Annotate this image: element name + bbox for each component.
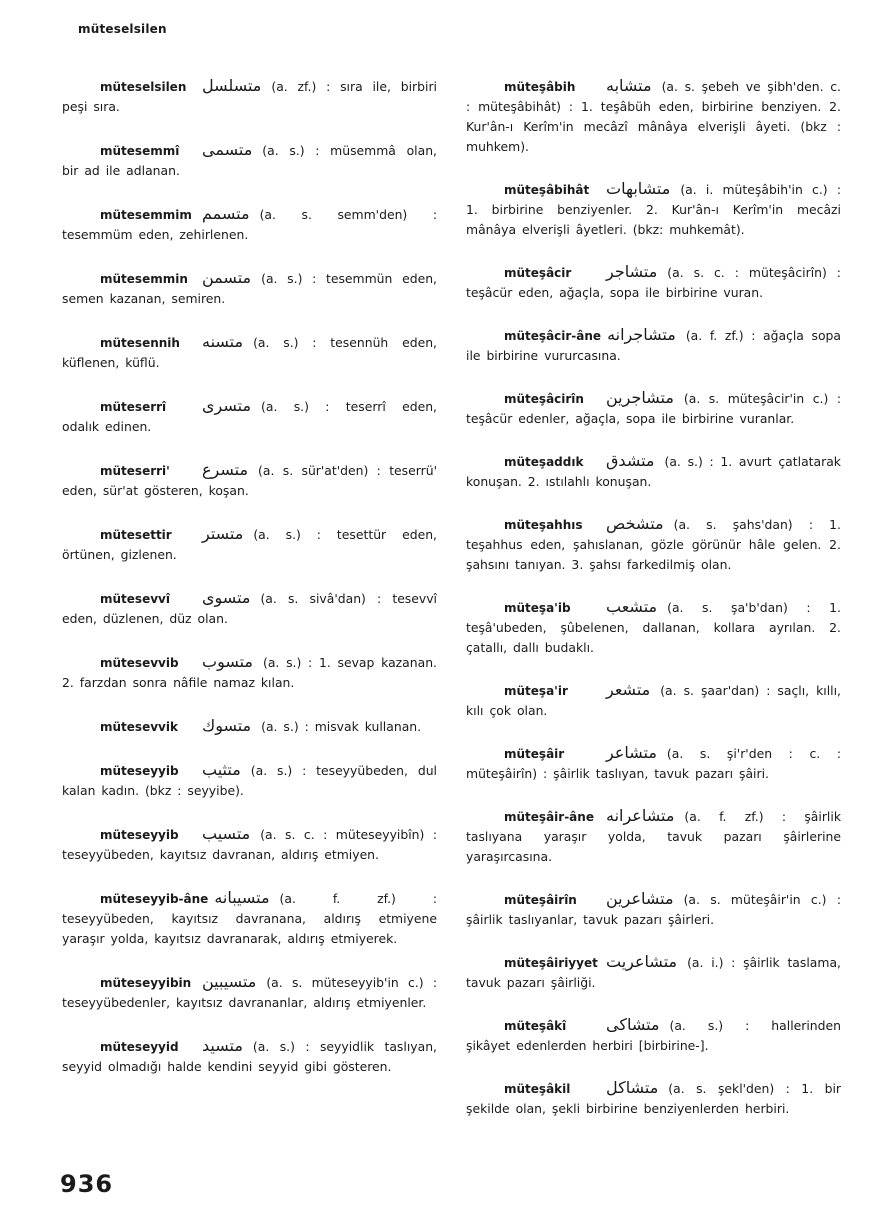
definition: (a. s. müteseyyib'in c.) : teseyyübedenler, kayıtsız davrananlar, aldırış etmiyenler. (62, 975, 437, 1010)
dictionary-entry (466, 597, 841, 658)
dictionary-entry (466, 451, 841, 492)
definition: (a. s.) : 1. sevap kazanan. 2. farzdan sonra nâfile namaz kılan. (62, 655, 437, 690)
arabic-spelling: متشاجرانه (607, 325, 676, 344)
dictionary-entry (62, 204, 437, 245)
headword: müteseyyid (100, 1040, 179, 1054)
dictionary-entry (62, 760, 437, 801)
definition: (a. s.) : tesemmün eden, semen kazanan, semiren. (62, 271, 437, 306)
dictionary-entry (466, 680, 841, 721)
headword: müteşâbih (504, 80, 576, 94)
definition: (a. s. şaar'dan) : saçlı, kıllı, kılı çok olan. (466, 683, 841, 718)
arabic-spelling: متشابه (606, 76, 652, 95)
dictionary-entry (466, 1078, 841, 1119)
arabic-spelling: متسنه (202, 332, 244, 351)
arabic-spelling: متسوك (202, 716, 252, 735)
dictionary-entry (466, 1015, 841, 1056)
headword: mütesennih (100, 336, 180, 350)
headword: müteşâcirîn (504, 392, 584, 406)
dictionary-entry (466, 806, 841, 867)
definition: (a. s.) : tesettür eden, örtünen, gizlenen. (62, 527, 437, 562)
dictionary-entry (62, 524, 437, 565)
arabic-spelling: متشابهات (606, 179, 671, 198)
headword: mütesettir (100, 528, 172, 542)
headword: müteselsilen (100, 80, 187, 94)
arabic-spelling: متشعر (606, 680, 651, 699)
arabic-spelling: متشاجرين (606, 388, 674, 407)
left-column (62, 76, 437, 1100)
arabic-spelling: متشاعرين (606, 889, 674, 908)
dictionary-entry (62, 716, 437, 737)
headword: müteşâcir (504, 266, 572, 280)
headword: müteserrî (100, 400, 167, 414)
definition: (a. s.) : seyyidlik taslıyan, seyyid olmadığı halde kendini seyyid gibi gösteren. (62, 1039, 437, 1074)
page-number: 936 (60, 1170, 114, 1198)
definition: (a. s.) : teserrî eden, odalık edinen. (62, 399, 437, 434)
right-column (466, 76, 841, 1141)
headword: müteseyyib (100, 828, 179, 842)
headword: müteşa'ir (504, 684, 568, 698)
headword: mütesemmî (100, 144, 180, 158)
definition: (a. s. şebeh ve şibh'den. c. : müteşâbihât) : 1. teşâbüh eden, birbirine benziyen. 2. Kur'ân-ı Kerîm'in mecâzî mânâya elverişli âyeti. (bkz : muhkem). (466, 79, 841, 154)
headword: müteşâcir-âne (504, 329, 602, 343)
dictionary-entry (62, 268, 437, 309)
headword: mütesevvî (100, 592, 170, 606)
arabic-spelling: متسرع (202, 460, 249, 479)
definition: (a. s. müteşâir'in c.) : şâirlik taslıyanlar, tavuk pazarı şâirleri. (466, 892, 841, 927)
arabic-spelling: متسيد (202, 1036, 243, 1055)
definition: (a. s. şi'r'den : c. : müteşâirîn) : şâirlik taslıyan, tavuk pazarı şâiri. (466, 746, 841, 781)
dictionary-entry (62, 1036, 437, 1077)
dictionary-entry (62, 888, 437, 949)
headword: mütesemmim (100, 208, 192, 222)
arabic-spelling: متسلسل (202, 76, 262, 95)
dictionary-entry (466, 76, 841, 157)
dictionary-entry (62, 588, 437, 629)
headword: mütesemmin (100, 272, 188, 286)
dictionary-entry (466, 325, 841, 366)
definition: (a. s.) : tesennüh eden, küflenen, küflü. (62, 335, 437, 370)
headword: müteşâir-âne (504, 810, 594, 824)
arabic-spelling: متسوى (202, 588, 251, 607)
arabic-spelling: متشعب (606, 597, 658, 616)
definition: (a. s. sür'at'den) : teserrü' eden, sür'at gösteren, koşan. (62, 463, 437, 498)
arabic-spelling: متسمم (202, 204, 250, 223)
arabic-spelling: متشاعرانه (606, 806, 675, 825)
definition: (a. f. zf.) : teseyyübeden, kayıtsız davranana, aldırış etmiyene yaraşır yolda, kayıtsız davranarak, aldırış etmiyerek. (62, 891, 437, 946)
headword: mütesevvik (100, 720, 178, 734)
headword: müteşâkil (504, 1082, 571, 1096)
definition: (a. f. zf.) : şâirlik taslıyana yaraşır yolda, tavuk pazarı şâirlerine yaraşırcasına. (466, 809, 841, 864)
definition: (a. i. müteşâbih'in c.) : 1. birbirine benziyenler. 2. Kur'ân-ı Kerîm'in mecâzi mânâya elverişli âyetleri. (bkz: muhkemât). (466, 182, 841, 237)
arabic-spelling: متسيبانه (214, 888, 270, 907)
arabic-spelling: متثيب (202, 760, 241, 779)
definition: (a. s.) : teseyyübeden, dul kalan kadın. (bkz : seyyibe). (62, 763, 437, 798)
arabic-spelling: متسمى (202, 140, 253, 159)
definition: (a. s. sivâ'dan) : tesevvî eden, düzlenen, düz olan. (62, 591, 437, 626)
definition: (a. s.) : 1. avurt çatlatarak konuşan. 2. ıstılahlı konuşan. (466, 454, 841, 489)
arabic-spelling: متشاكل (606, 1078, 659, 1097)
definition: (a. s. şahs'dan) : 1. teşahhus eden, şahıslanan, gözle görünür hâle gelen. 2. şahsını tanıyan. 3. şahsı farkedilmiş olan. (466, 517, 841, 572)
headword: mütesevvib (100, 656, 179, 670)
headword: müteserri' (100, 464, 170, 478)
definition: (a. s.) : müsemmâ olan, bir ad ile adlanan. (62, 143, 437, 178)
arabic-spelling: متسوب (202, 652, 253, 671)
definition: (a. i.) : şâirlik taslama, tavuk pazarı şâirliği. (466, 955, 841, 990)
dictionary-entry (62, 76, 437, 117)
arabic-spelling: متشخص (606, 514, 664, 533)
running-head: müteselsilen (78, 22, 167, 36)
dictionary-entry (466, 262, 841, 303)
headword: müteşâbihât (504, 183, 590, 197)
dictionary-entry (62, 972, 437, 1013)
definition: (a. s. şa'b'dan) : 1. teşâ'ubeden, şûbelenen, dallanan, kollara ayrılan. 2. çatallı, dallı budaklı. (466, 600, 841, 655)
dictionary-entry (466, 514, 841, 575)
definition: (a. f. zf.) : ağaçla sopa ile birbirine vururcasına. (466, 328, 841, 363)
definition: (a. s.) : hallerinden şikâyet edenlerden herbiri [birbirine-]. (466, 1018, 841, 1053)
arabic-spelling: متستر (202, 524, 244, 543)
arabic-spelling: متشاعريت (606, 952, 678, 971)
headword: müteşaddık (504, 455, 584, 469)
arabic-spelling: متشاجر (606, 262, 658, 281)
headword: müteşâiriyyet (504, 956, 598, 970)
dictionary-entry (62, 460, 437, 501)
dictionary-entry (466, 743, 841, 784)
definition: (a. s. şekl'den) : 1. bir şekilde olan, şekli birbirine benziyenlerden herbiri. (466, 1081, 841, 1116)
dictionary-entry (62, 396, 437, 437)
dictionary-entry (62, 140, 437, 181)
arabic-spelling: متسيب (202, 824, 251, 843)
arabic-spelling: متسمن (202, 268, 252, 287)
dictionary-entry (62, 824, 437, 865)
arabic-spelling: متسرى (202, 396, 252, 415)
definition: (a. s. c. : müteseyyibîn) : teseyyübeden, kayıtsız davranan, aldırış etmiyen. (62, 827, 437, 862)
headword: müteşâirîn (504, 893, 577, 907)
arabic-spelling: متشدق (606, 451, 655, 470)
dictionary-entry (62, 332, 437, 373)
dictionary-entry (466, 952, 841, 993)
definition: (a. s. semm'den) : tesemmüm eden, zehirlenen. (62, 207, 437, 242)
arabic-spelling: متشاعر (606, 743, 657, 762)
dictionary-entry (466, 388, 841, 429)
definition: (a. zf.) : sıra ile, birbiri peşi sıra. (62, 79, 437, 114)
definition: (a. s. c. : müteşâcirîn) : teşâcür eden, ağaçla, sopa ile birbirine vuran. (466, 265, 841, 300)
headword: müteseyyib (100, 764, 179, 778)
headword: müteşâkî (504, 1019, 567, 1033)
dictionary-entry (466, 179, 841, 240)
dictionary-entry (466, 889, 841, 930)
definition: (a. s.) : misvak kullanan. (261, 719, 422, 734)
headword: müteşa'ib (504, 601, 571, 615)
headword: müteseyyibin (100, 976, 192, 990)
headword: müteseyyib-âne (100, 892, 209, 906)
arabic-spelling: متشاكى (606, 1015, 660, 1034)
headword: müteşahhıs (504, 518, 583, 532)
headword: müteşâir (504, 747, 565, 761)
dictionary-entry (62, 652, 437, 693)
arabic-spelling: متسيبين (202, 972, 257, 991)
definition: (a. s. müteşâcir'in c.) : teşâcür edenler, ağaçla, sopa ile birbirine vuranlar. (466, 391, 841, 426)
